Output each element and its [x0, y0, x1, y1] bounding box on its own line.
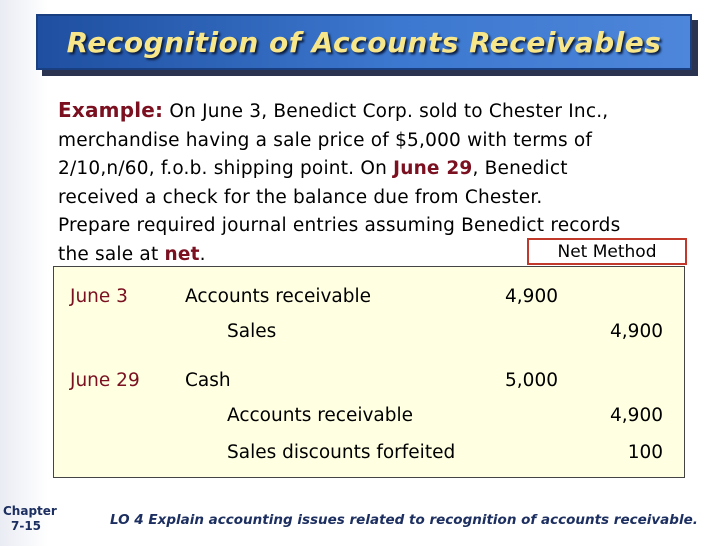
journal-account: Accounts receivable — [227, 405, 414, 426]
example-line-5: Prepare required journal entries assuming Benedict records — [58, 215, 621, 237]
highlight-net: net — [164, 243, 200, 265]
learning-objective: LO 4 Explain accounting issues related to recognition of accounts receivable. — [110, 512, 698, 528]
example-line-3a: 2/10,n/60, f.o.b. shipping point. On — [58, 158, 394, 180]
journal-credit: 100 — [627, 442, 663, 463]
journal-credit: 4,900 — [610, 405, 663, 426]
slide-title: Recognition of Accounts Receivables — [66, 25, 662, 59]
method-tag: Net Method — [527, 238, 687, 265]
journal-credit: 4,900 — [610, 321, 663, 342]
left-gradient-band — [0, 0, 57, 546]
example-line-1: On June 3, Benedict Corp. sold to Chester Inc., — [169, 101, 609, 122]
example-line-6b: . — [199, 243, 206, 265]
journal-debit: 4,900 — [505, 286, 558, 307]
journal-date: June 29 — [70, 370, 140, 391]
example-line-2: merchandise having a sale price of $5,000 with terms of — [58, 129, 593, 151]
chapter-indicator — [3, 504, 57, 534]
example-line-3b: , Benedict — [472, 158, 568, 180]
title-banner — [36, 14, 692, 70]
example-label: Example: — [58, 98, 164, 122]
example-line-6a: the sale at — [58, 243, 165, 265]
journal-account: Sales — [227, 321, 277, 342]
chapter-label: Chapter — [3, 504, 57, 518]
highlight-june-29: June 29 — [393, 158, 473, 180]
journal-date: June 3 — [70, 286, 128, 307]
journal-account: Sales discounts forfeited — [227, 442, 456, 463]
example-line-4: received a check for the balance due from Chester. — [58, 186, 543, 208]
journal-account: Accounts receivable — [185, 286, 372, 307]
chapter-number: 7-15 — [10, 519, 42, 533]
journal-debit: 5,000 — [505, 370, 558, 391]
journal-account: Cash — [185, 370, 231, 391]
